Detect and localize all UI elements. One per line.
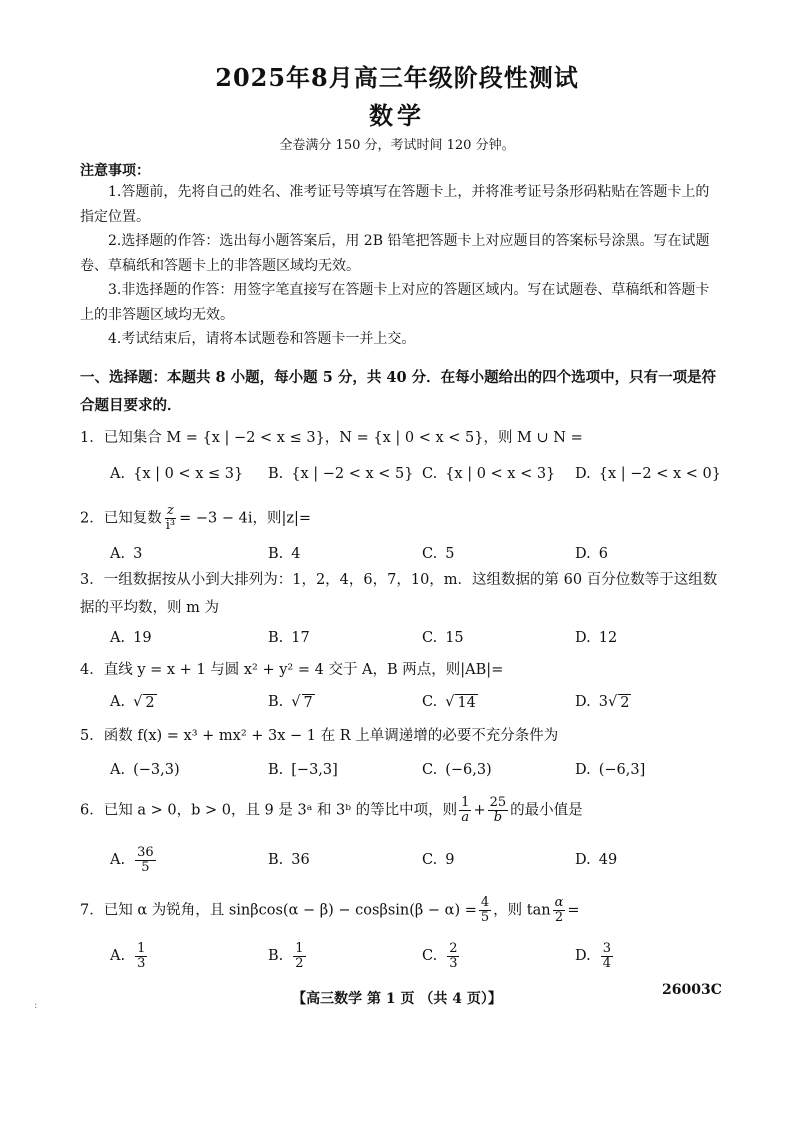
option-label: B. bbox=[268, 630, 284, 646]
option-b bbox=[268, 942, 308, 970]
sqrt-sign: √ bbox=[445, 694, 455, 710]
option-d bbox=[575, 756, 645, 784]
numerator: 2 bbox=[449, 940, 458, 956]
option-label: A. bbox=[110, 466, 126, 482]
option-a bbox=[110, 756, 180, 784]
denominator: i³ bbox=[165, 518, 176, 533]
option-a bbox=[110, 460, 243, 488]
option-text: 7 bbox=[303, 694, 313, 711]
numerator: 3 bbox=[602, 940, 611, 956]
option-label: C. bbox=[422, 762, 438, 778]
option-label: A. bbox=[110, 762, 126, 778]
option-label: C. bbox=[422, 948, 438, 964]
option-text: 17 bbox=[291, 630, 310, 646]
edge-mark: : bbox=[34, 1000, 38, 1011]
denominator: 5 bbox=[480, 910, 490, 925]
option-label: B. bbox=[268, 762, 284, 778]
note-item: 3.非选择题的作答：用签字笔直接写在答题卡上对应的答题区域内。写在试题卷、草稿纸和答题卡上的非答题区域均无效。 bbox=[80, 282, 710, 323]
option-text: 2 bbox=[620, 694, 630, 711]
option-c bbox=[422, 942, 461, 970]
option-b bbox=[268, 756, 338, 784]
option-label: C. bbox=[422, 694, 438, 710]
question-5: 5．函数 f(x) = x³ + mx² + 3x − 1 在 R 上单调递增的必要不充分条件为 bbox=[80, 728, 559, 744]
option-label: B. bbox=[268, 852, 284, 868]
denominator: 2 bbox=[295, 955, 304, 971]
option-c bbox=[422, 460, 555, 488]
option-label: A. bbox=[110, 546, 126, 562]
section-heading: 一、选择题：本题共 8 小题，每小题 5 分，共 40 分．在每小题给出的四个选项中，只有一项是符合题目要求的． bbox=[80, 369, 717, 414]
sqrt-sign: √ bbox=[133, 694, 143, 710]
option-label: B. bbox=[268, 694, 284, 710]
option-text: (−6,3] bbox=[598, 762, 646, 778]
fraction bbox=[479, 896, 491, 925]
option-c bbox=[422, 540, 454, 568]
fraction bbox=[601, 942, 613, 971]
option-text: 6 bbox=[598, 546, 608, 562]
note-item: 4.考试结束后，请将本试题卷和答题卡一并上交。 bbox=[108, 331, 416, 347]
denominator: a bbox=[461, 810, 470, 825]
option-d bbox=[575, 540, 608, 568]
option-label: D. bbox=[575, 852, 591, 868]
option-label: C. bbox=[422, 852, 438, 868]
sqrt-sign: √ bbox=[291, 694, 301, 710]
fraction bbox=[293, 942, 305, 971]
fraction bbox=[459, 796, 471, 825]
option-label: C. bbox=[422, 630, 438, 646]
question-7 bbox=[80, 896, 720, 925]
question-2-options bbox=[110, 540, 730, 568]
question-1-options bbox=[110, 460, 730, 488]
question-6-options bbox=[110, 846, 730, 874]
option-text: (−6,3) bbox=[445, 762, 492, 778]
numerator: z bbox=[166, 503, 174, 518]
question-7-options bbox=[110, 942, 730, 970]
exam-subject: 数学 bbox=[369, 101, 425, 130]
coefficient: 3 bbox=[598, 694, 608, 710]
option-text: {x | 0 < x ≤ 3} bbox=[133, 466, 244, 482]
option-text: 15 bbox=[445, 630, 464, 646]
numerator: 36 bbox=[137, 844, 154, 860]
option-label: D. bbox=[575, 694, 591, 710]
option-a bbox=[110, 942, 149, 970]
option-label: C. bbox=[422, 466, 438, 482]
option-a bbox=[110, 624, 152, 652]
option-text: [−3,3] bbox=[291, 762, 338, 778]
option-label: D. bbox=[575, 762, 591, 778]
question-text: = −3 − 4i，则|z|= bbox=[179, 510, 312, 527]
question-text: 6．已知 a > 0，b > 0，且 9 是 3ᵃ 和 3ᵇ 的等比中项，则 bbox=[80, 802, 458, 819]
fraction bbox=[135, 942, 147, 971]
option-label: D. bbox=[575, 466, 591, 482]
fraction bbox=[447, 942, 459, 971]
option-text: 2 bbox=[145, 694, 155, 711]
numerator: 4 bbox=[480, 895, 490, 910]
exam-meta: 全卷满分 150 分，考试时间 120 分钟。 bbox=[279, 138, 515, 153]
option-label: C. bbox=[422, 546, 438, 562]
option-text: 36 bbox=[291, 852, 310, 868]
option-b bbox=[268, 540, 301, 568]
option-text: {x | −2 < x < 5} bbox=[291, 466, 414, 482]
question-4: 4．直线 y = x + 1 与圆 x² + y² = 4 交于 A，B 两点，则|AB|= bbox=[80, 662, 504, 678]
notes-title: 注意事项： bbox=[80, 163, 150, 179]
question-4-options bbox=[110, 688, 730, 716]
option-b bbox=[268, 624, 310, 652]
option-text: (−3,3) bbox=[133, 762, 180, 778]
option-b bbox=[268, 688, 315, 716]
denominator: 3 bbox=[137, 955, 146, 971]
option-a bbox=[110, 688, 157, 716]
numerator: 25 bbox=[489, 795, 507, 810]
option-d bbox=[575, 460, 721, 488]
sqrt-sign: √ bbox=[607, 694, 618, 710]
option-text: 12 bbox=[598, 630, 618, 646]
option-a bbox=[110, 540, 142, 568]
fraction bbox=[553, 896, 566, 925]
denominator: 3 bbox=[449, 955, 458, 971]
option-d bbox=[575, 942, 615, 970]
option-c bbox=[422, 624, 464, 652]
option-label: D. bbox=[575, 948, 591, 964]
denominator: b bbox=[493, 810, 503, 825]
question-2 bbox=[80, 504, 720, 533]
option-label: A. bbox=[110, 630, 126, 646]
option-a bbox=[110, 846, 158, 874]
plus-sign: + bbox=[473, 802, 486, 819]
denominator: 4 bbox=[602, 955, 611, 971]
question-1: 1．已知集合 M = {x | −2 < x ≤ 3}，N = {x | 0 < x < 5}，则 M ∪ N = bbox=[80, 430, 583, 446]
denominator: 2 bbox=[554, 910, 564, 925]
option-label: A. bbox=[110, 852, 126, 868]
option-c bbox=[422, 756, 492, 784]
question-text: = bbox=[567, 902, 580, 919]
exam-code: 26003C bbox=[662, 982, 722, 998]
option-text: 5 bbox=[445, 546, 455, 562]
question-text: 7．已知 α 为锐角，且 sinβcos(α − β) − cosβsin(β − α) = bbox=[80, 902, 477, 919]
option-text: {x | 0 < x < 3} bbox=[445, 466, 556, 482]
option-d bbox=[575, 624, 617, 652]
option-label: B. bbox=[268, 466, 284, 482]
option-label: D. bbox=[575, 630, 591, 646]
note-item: 2.选择题的作答：选出每小题答案后，用 2B 铅笔把答题卡上对应题目的答案标号涂黑。写在试题卷、草稿纸和答题卡上的非答题区域均无效。 bbox=[80, 233, 710, 274]
denominator: 5 bbox=[141, 859, 150, 875]
numerator: 1 bbox=[137, 940, 146, 956]
option-label: B. bbox=[268, 546, 284, 562]
numerator: α bbox=[554, 895, 564, 910]
numerator: 1 bbox=[461, 795, 470, 810]
fraction bbox=[135, 846, 156, 875]
note-item: 1.答题前，先将自己的姓名、准考证号等填写在答题卡上，并将准考证号条形码粘贴在答题卡上的指定位置。 bbox=[80, 184, 710, 225]
question-5-options bbox=[110, 756, 730, 784]
question-text: 的最小值是 bbox=[510, 802, 583, 819]
question-text: 2．已知复数 bbox=[80, 510, 162, 527]
option-text: 14 bbox=[457, 694, 476, 711]
option-text: 4 bbox=[291, 546, 301, 562]
option-text: 9 bbox=[445, 852, 455, 868]
option-label: A. bbox=[110, 694, 126, 710]
option-label: D. bbox=[575, 546, 591, 562]
option-b bbox=[268, 460, 414, 488]
option-d bbox=[575, 846, 617, 874]
question-3-options bbox=[110, 624, 730, 652]
option-text: 3 bbox=[133, 546, 143, 562]
numerator: 1 bbox=[295, 940, 304, 956]
option-b bbox=[268, 846, 310, 874]
page-footer: 【高三数学 第 1 页 （共 4 页）】 bbox=[292, 991, 502, 1007]
fraction bbox=[488, 796, 509, 825]
fraction bbox=[164, 504, 177, 533]
question-text: ，则 tan bbox=[493, 902, 551, 919]
option-c bbox=[422, 688, 478, 716]
option-c bbox=[422, 846, 454, 874]
option-label: B. bbox=[268, 948, 284, 964]
option-text: 49 bbox=[598, 852, 618, 868]
option-d bbox=[575, 688, 631, 716]
question-3: 3．一组数据按从小到大排列为：1，2，4，6，7，10，m．这组数据的第 60 百分位数等于这组数据的平均数，则 m 为 bbox=[80, 572, 718, 616]
option-text: {x | −2 < x < 0} bbox=[598, 466, 721, 482]
question-6 bbox=[80, 796, 720, 825]
exam-title: 2025年8月高三年级阶段性测试 bbox=[215, 63, 579, 92]
option-text: 19 bbox=[133, 630, 152, 646]
option-label: A. bbox=[110, 948, 126, 964]
